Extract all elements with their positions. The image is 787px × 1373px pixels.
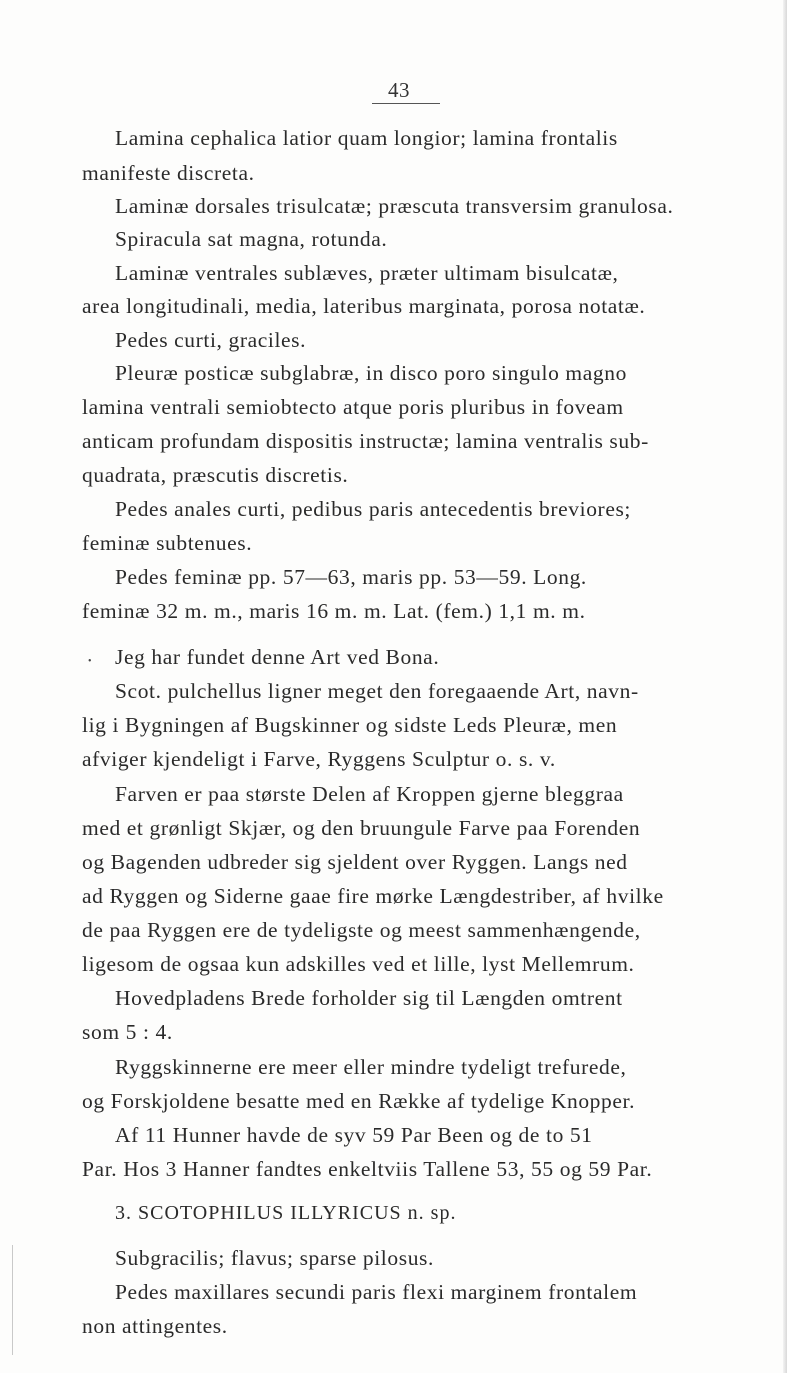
- text-line: Hovedpladens Brede forholder sig til Længden omtrent: [115, 986, 623, 1010]
- text-line: Pedes curti, graciles.: [115, 328, 307, 352]
- text-line: Jeg har fundet denne Art ved Bona.: [115, 645, 440, 669]
- text-line: Pedes anales curti, pedibus paris antecedentis breviores;: [115, 497, 631, 521]
- text-line: med et grønligt Skjær, og den bruungule Farve paa Forenden: [82, 816, 641, 840]
- margin-dot: •: [88, 656, 92, 667]
- text-line: de paa Ryggen ere de tydeligste og meest sammenhængende,: [82, 918, 641, 942]
- text-line: Scot. pulchellus ligner meget den foregaaende Art, navn-: [115, 679, 639, 703]
- text-line: Pedes feminæ pp. 57—63, maris pp. 53—59. Long.: [115, 565, 587, 589]
- text-line: ad Ryggen og Siderne gaae fire mørke Længdestriber, af hvilke: [82, 884, 664, 908]
- text-line: og Forskjoldene besatte med en Række af tydelige Knopper.: [82, 1089, 636, 1113]
- text-line: area longitudinali, media, lateribus marginata, porosa notatæ.: [82, 294, 646, 318]
- text-line: lig i Bygningen af Bugskinner og sidste Leds Pleuræ, men: [82, 713, 618, 737]
- text-line: ligesom de ogsaa kun adskilles ved et lille, lyst Mellemrum.: [82, 952, 635, 976]
- text-line: Pedes maxillares secundi paris flexi marginem frontalem: [115, 1280, 638, 1304]
- text-line: Laminæ dorsales trisulcatæ; præscuta transversim granulosa.: [115, 194, 674, 218]
- text-line: Par. Hos 3 Hanner fandtes enkeltviis Tallene 53, 55 og 59 Par.: [82, 1157, 653, 1181]
- text-line: Pleuræ posticæ subglabræ, in disco poro singulo magno: [115, 361, 627, 385]
- text-line: anticam profundam dispositis instructæ; lamina ventralis sub-: [82, 429, 649, 453]
- text-line: quadrata, præscutis discretis.: [82, 463, 349, 487]
- text-line: feminæ subtenues.: [82, 531, 253, 555]
- text-line: Spiracula sat magna, rotunda.: [115, 227, 388, 251]
- text-line: Af 11 Hunner havde de syv 59 Par Been og de to 51: [115, 1123, 593, 1147]
- text-line: og Bagenden udbreder sig sjeldent over Ryggen. Langs ned: [82, 850, 628, 874]
- text-line: Subgracilis; flavus; sparse pilosus.: [115, 1246, 434, 1270]
- text-line: Farven er paa største Delen af Kroppen gjerne bleggraa: [115, 782, 624, 806]
- text-line: som 5 : 4.: [82, 1020, 173, 1044]
- text-line: afviger kjendeligt i Farve, Ryggens Sculptur o. s. v.: [82, 747, 556, 771]
- page-number: 43: [388, 78, 410, 102]
- text-line: non attingentes.: [82, 1314, 228, 1338]
- text-line: Lamina cephalica latior quam longior; lamina frontalis: [115, 126, 618, 150]
- text-line: Ryggskinnerne ere meer eller mindre tydeligt trefurede,: [115, 1055, 627, 1079]
- text-line: lamina ventrali semiobtecto atque poris pluribus in foveam: [82, 395, 624, 419]
- section-heading: 3. SCOTOPHILUS ILLYRICUS n. sp.: [115, 1202, 457, 1224]
- page-number-underline: [372, 103, 440, 104]
- scan-artifact-line: [12, 1245, 13, 1355]
- text-line: feminæ 32 m. m., maris 16 m. m. Lat. (fem.) 1,1 m. m.: [82, 599, 586, 623]
- text-line: Laminæ ventrales sublæves, præter ultimam bisulcatæ,: [115, 261, 619, 285]
- page-edge-shadow: [783, 0, 787, 1373]
- text-line: manifeste discreta.: [82, 161, 255, 185]
